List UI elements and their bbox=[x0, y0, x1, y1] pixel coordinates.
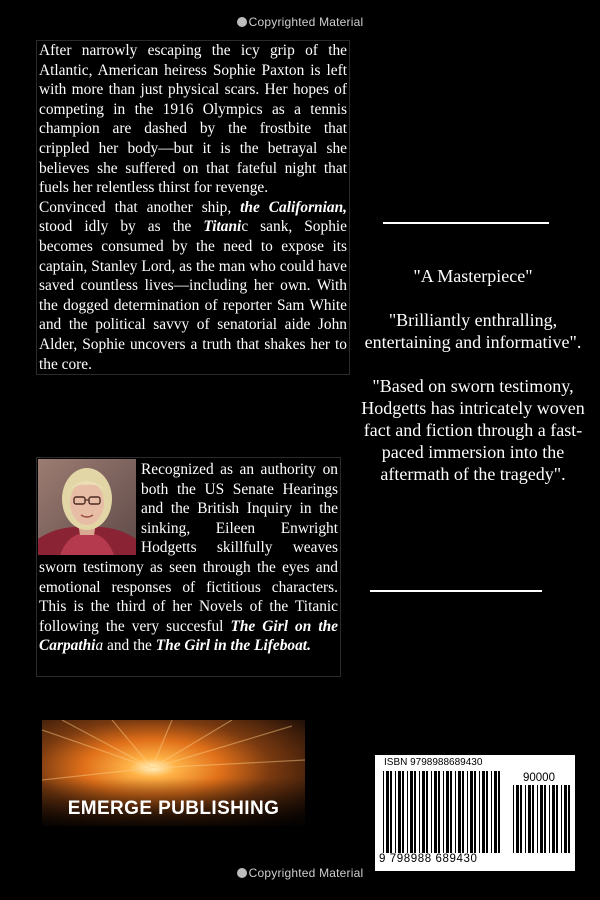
watermark-bottom bbox=[0, 866, 600, 880]
barcode-bar bbox=[537, 785, 538, 853]
titanic-name: Titani bbox=[203, 218, 242, 236]
watermark-bottom-text: Copyrighted Material bbox=[248, 866, 364, 880]
publisher-name: EMERGE PUBLISHING bbox=[67, 798, 280, 819]
synopsis-paragraph-1: After narrowly escaping the icy grip of the Atlantic, American heiress Sophie Paxton is left with more than just physical scars. Her hopes of competing in the 1916 Olympics as a tennis champion are dashed by the frostbite that crippled her body—but it is the betrayal she believes she suffered on that fateful night that fuels her relentless thirst for revenge. bbox=[39, 42, 347, 197]
synopsis-paragraph-2 bbox=[39, 198, 347, 374]
watermark-top bbox=[0, 15, 600, 29]
barcode-bar bbox=[532, 785, 534, 853]
synopsis-text: c sank, Sophie becomes consumed by the need to expose its captain, Stanley Lord, as the man who could have saved countless lives—including her own. With the dogged determination of reporter Sam White and the political savvy of senatorial aide John Alder, Sophie uncovers a truth that shakes her to the core. bbox=[39, 218, 348, 373]
isbn-label: ISBN 9798988689430 bbox=[384, 757, 483, 768]
barcode-bar bbox=[486, 771, 488, 853]
barcode-bar bbox=[426, 771, 428, 853]
barcode-bar bbox=[564, 785, 567, 853]
barcode-bar bbox=[410, 771, 413, 853]
divider-bottom bbox=[370, 590, 542, 592]
isbn-barcode bbox=[375, 755, 575, 871]
watermark-top-text: Copyrighted Material bbox=[248, 15, 364, 29]
bio-connector: and the bbox=[103, 637, 156, 655]
barcode-bar bbox=[467, 771, 468, 853]
barcode-bar bbox=[528, 785, 531, 853]
barcode-bar bbox=[525, 785, 526, 853]
author-bio-block bbox=[36, 457, 341, 677]
copyright-icon bbox=[237, 868, 247, 878]
review-quotes bbox=[358, 265, 588, 507]
barcode-bar bbox=[561, 785, 562, 853]
synopsis-text: stood idly by as the bbox=[39, 218, 204, 236]
review-quote-2: "Brilliantly enthralling, entertaining and informative". bbox=[364, 310, 582, 352]
barcode-bar bbox=[552, 785, 555, 853]
barcode-bar bbox=[422, 771, 425, 853]
barcode-bar bbox=[398, 771, 401, 853]
ship-name: the Californian, bbox=[240, 198, 347, 216]
barcode-bar bbox=[419, 771, 420, 853]
barcode-bar bbox=[494, 771, 497, 853]
synopsis-text-block bbox=[36, 40, 350, 375]
price-code: 90000 bbox=[523, 772, 555, 784]
barcode-bar bbox=[455, 771, 456, 853]
barcode-bar bbox=[443, 771, 444, 853]
barcode-bar bbox=[482, 771, 485, 853]
barcode-bar bbox=[520, 785, 522, 853]
barcode-bar bbox=[568, 785, 570, 853]
barcode-bar bbox=[402, 771, 404, 853]
book-title-lifeboat: The Girl in the Lifeboat. bbox=[155, 637, 311, 655]
barcode-bar bbox=[479, 771, 480, 853]
barcode-bar bbox=[395, 771, 396, 853]
barcode-bar bbox=[491, 771, 492, 853]
barcode-bar bbox=[516, 785, 519, 853]
barcode-bar bbox=[414, 771, 416, 853]
barcode-bar bbox=[390, 771, 392, 853]
barcode-bar bbox=[431, 771, 432, 853]
barcode-bar bbox=[383, 771, 384, 853]
ean-digits: 9 798988 689430 bbox=[379, 853, 478, 865]
barcode-bar bbox=[438, 771, 440, 853]
barcode-bar bbox=[386, 771, 389, 853]
divider-top bbox=[383, 222, 549, 224]
barcode-bar bbox=[434, 771, 437, 853]
barcode-bar bbox=[407, 771, 408, 853]
barcode-bar bbox=[556, 785, 558, 853]
barcode-bar bbox=[513, 785, 514, 853]
bio-body: Recognized as an authority on both the US Senate Hearings and the British Inquiry in the sinking, Eileen Enwright Hodgetts skillfully weaves sworn testimony as seen through the eyes and emotional responses of fictitious characters. This is the third of her Novels of the Titanic following the very succesful bbox=[39, 461, 338, 635]
photo-spacer bbox=[39, 460, 141, 556]
book-title-carpathia-end: a bbox=[95, 637, 104, 655]
barcode-bar bbox=[544, 785, 546, 853]
author-bio-text bbox=[39, 460, 338, 656]
barcode-bar bbox=[462, 771, 464, 853]
review-quote-3: "Based on sworn testimony, Hodgetts has intricately woven fact and fiction through a fast-paced immersion into the aftermath of the tragedy". bbox=[361, 376, 585, 484]
barcode-bar bbox=[458, 771, 461, 853]
barcode-bar bbox=[498, 771, 500, 853]
copyright-icon bbox=[237, 17, 247, 27]
book-title-carpathia: The Girl on the Carpathi bbox=[39, 617, 338, 655]
publisher-logo bbox=[42, 720, 305, 826]
barcode-bar bbox=[450, 771, 452, 853]
synopsis-text: Convinced that another ship, bbox=[39, 198, 241, 216]
barcode-bar bbox=[540, 785, 543, 853]
barcode-bar bbox=[446, 771, 449, 853]
barcode-bar bbox=[549, 785, 550, 853]
barcode-bar bbox=[474, 771, 476, 853]
barcode-bar bbox=[470, 771, 473, 853]
review-quote-1: "A Masterpiece" bbox=[413, 266, 533, 286]
